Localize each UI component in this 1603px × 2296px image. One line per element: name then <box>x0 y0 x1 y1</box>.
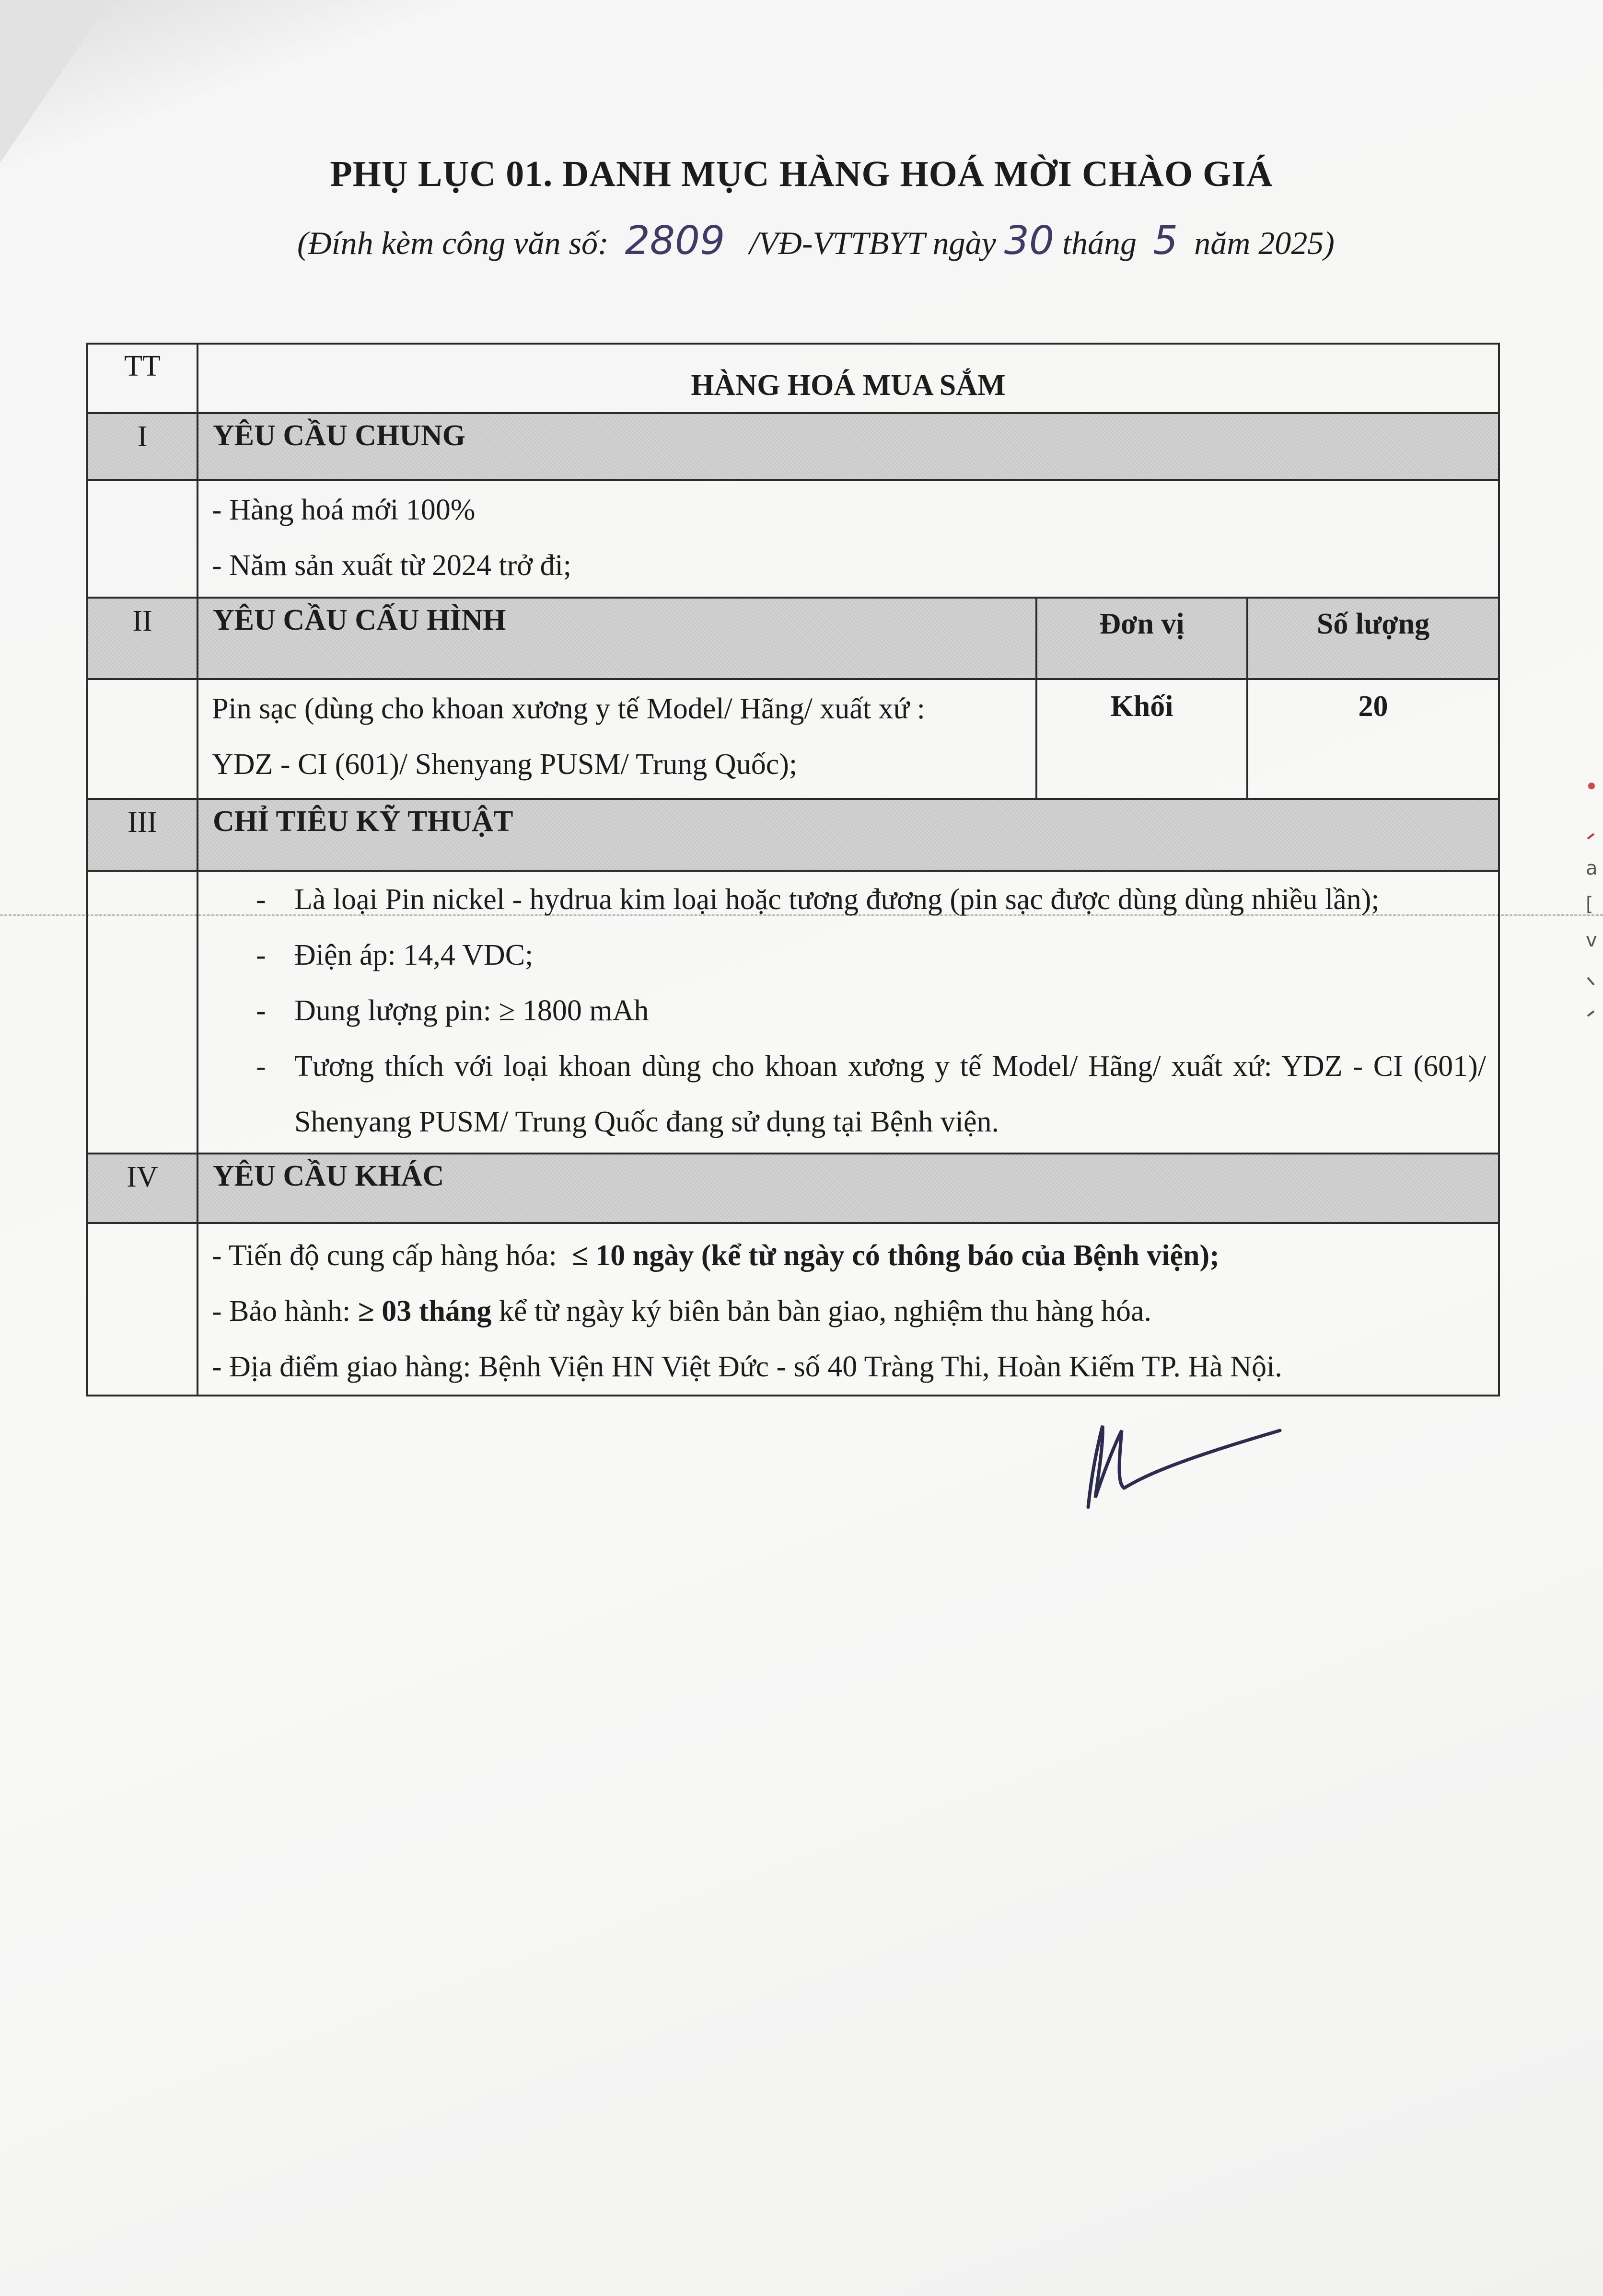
document-title: PHỤ LỤC 01. DANH MỤC HÀNG HOÁ MỜI CHÀO GIÁ <box>330 154 1273 194</box>
subtitle-prefix: (Đính kèm công văn số: <box>297 225 609 261</box>
table-header-row <box>87 344 1499 413</box>
section-body-1 <box>87 480 1499 598</box>
item-row <box>87 679 1499 799</box>
item-quantity: 20 <box>1247 679 1499 799</box>
section-body-4 <box>87 1223 1499 1396</box>
section-number: I <box>87 413 197 480</box>
handwritten-month: 5 <box>1153 218 1178 264</box>
document-subtitle <box>297 218 1448 264</box>
handwritten-day: 30 <box>1004 218 1055 264</box>
section-row-1 <box>87 413 1499 480</box>
section-title: CHỈ TIÊU KỸ THUẬT <box>197 799 1499 871</box>
quantity-header: Số lượng <box>1247 598 1499 679</box>
svg-text:[: [ <box>1586 893 1593 915</box>
section-number: III <box>87 799 197 871</box>
item-description-line: YDZ - CI (601)/ Shenyang PUSM/ Trung Quốc); <box>212 748 798 781</box>
section-row-2 <box>87 598 1499 679</box>
tt-header: TT <box>87 344 197 413</box>
table-title: HÀNG HOÁ MUA SẮM <box>197 344 1499 413</box>
list-item: - Hàng hoá mới 100% <box>212 494 476 526</box>
signature <box>1069 1416 1285 1512</box>
item-unit: Khối <box>1036 679 1247 799</box>
unit-header: Đơn vị <box>1036 598 1247 679</box>
list-item: - Bảo hành: ≥ 03 tháng kể từ ngày ký biên bản bàn giao, nghiệm thu hàng hóa. <box>212 1295 1152 1327</box>
item-description-line: Pin sạc (dùng cho khoan xương y tế Model/ Hãng/ xuất xứ : <box>212 692 925 725</box>
svg-text:a: a <box>1586 857 1598 879</box>
section-number: II <box>87 598 197 679</box>
section-title: YÊU CẦU CẤU HÌNH <box>197 598 1036 679</box>
list-item: - Điện áp: 14,4 VDC; <box>256 939 534 971</box>
section-title: YÊU CẦU CHUNG <box>197 413 1499 480</box>
edge-marks <box>1582 767 1601 1057</box>
section-row-4 <box>87 1154 1499 1223</box>
list-item: - Dung lượng pin: ≥ 1800 mAh <box>256 994 649 1027</box>
list-item: - Địa điểm giao hàng: Bệnh Viện HN Việt Đức - số 40 Tràng Thi, Hoàn Kiếm TP. Hà Nội. <box>212 1350 1282 1383</box>
list-item: - Là loại Pin nickel - hydrua kim loại hoặc tương đương (pin sạc được dùng dùng nhiều lần); <box>256 883 1380 916</box>
subtitle-month-label: tháng <box>1062 225 1137 261</box>
paper-fold <box>0 0 110 163</box>
section-title: YÊU CẦU KHÁC <box>197 1154 1499 1223</box>
goods-table <box>86 343 1500 1396</box>
section-body-3 <box>87 871 1499 1154</box>
list-item: - Năm sản xuất từ 2024 trở đi; <box>212 549 571 582</box>
list-item: - Tiến độ cung cấp hàng hóa: ≤ 10 ngày (kể từ ngày có thông báo của Bệnh viện); <box>212 1239 1220 1272</box>
section-number: IV <box>87 1154 197 1223</box>
list-item: - Tương thích với loại khoan dùng cho khoan xương y tế Model/ Hãng/ xuất xứ: YDZ - CI (601)/ Shenyang PUSM/ Trung Quốc đang sử dụng tại Bệnh viện. <box>256 1050 1487 1138</box>
svg-text:v: v <box>1586 929 1597 951</box>
subtitle-suffix: năm 2025) <box>1194 225 1335 261</box>
section-row-3 <box>87 799 1499 871</box>
handwritten-number: 2809 <box>625 218 725 264</box>
subtitle-middle: /VĐ-VTTBYT ngày <box>749 225 996 261</box>
